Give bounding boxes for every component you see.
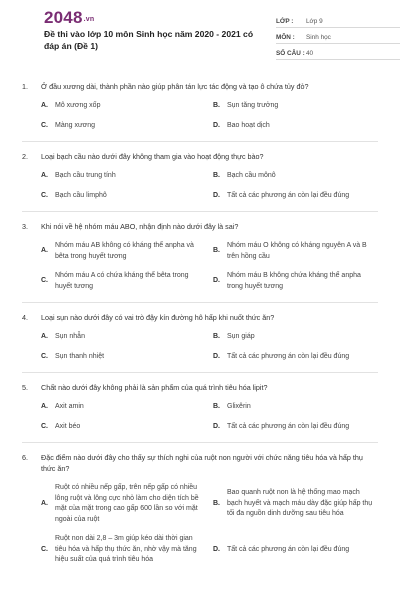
question-stem: Khi nói về hệ nhóm máu ABO, nhận định nào dưới đây là sai? [41,222,239,231]
question-stem: Loại sụn nào dưới đây có vai trò đậy kín đường hô hấp khi nuốt thức ăn? [41,313,275,322]
option-text: Ruột non dài 2,8 – 3m giúp kéo dài thời gian tiêu hóa và hấp thụ thức ăn, nhờ vậy mà tăng hiệu suất của quá trình tiêu hóa [55,535,197,563]
answer-options [41,402,378,432]
option-text: Màng xương [55,121,96,129]
question-text [22,81,378,92]
answer-option-d[interactable] [213,422,385,433]
option-letter: C. [41,191,48,199]
question-3 [22,221,378,292]
meta-grade: LỚP : Lớp 9 [276,12,400,28]
option-letter: A. [41,172,48,179]
option-letter: C. [41,422,48,430]
option-text: Bao hoạt dịch [227,121,270,129]
option-text: Glixêrin [227,403,251,410]
answer-option-a[interactable] [41,241,213,262]
answer-option-a[interactable] [41,101,213,112]
question-number: 6. [22,453,28,462]
option-letter: D. [213,422,220,430]
question-number: 3. [22,222,28,231]
answer-option-b[interactable] [213,241,385,262]
option-letter: B. [213,333,220,340]
question-divider [22,442,378,443]
page-title: Đề thi vào lớp 10 môn Sinh học năm 2020 - 2021 có đáp án (Đề 1) [44,29,254,51]
option-text: Sụn giáp [227,333,255,340]
question-number: 2. [22,152,28,161]
question-number: 5. [22,383,28,392]
question-text [22,221,378,232]
question-divider [22,211,378,212]
option-text: Axit béo [55,422,81,430]
option-letter: D. [213,277,220,285]
question-number: 4. [22,313,28,322]
question-stem: Đặc điểm nào dưới đây cho thấy sự thích nghi của ruột non người với chức năng tiêu hóa và hấp thụ thức ăn? [41,453,363,473]
answer-option-d[interactable] [213,191,385,202]
option-letter: C. [41,545,48,553]
option-letter: A. [41,403,48,410]
option-text: Sụn tăng trưởng [227,102,279,109]
option-letter: B. [213,172,220,179]
meta-subject: MÔN : Sinh học [276,28,400,44]
answer-option-a[interactable] [41,402,213,413]
option-letter: C. [41,352,48,360]
option-letter: D. [213,545,220,553]
question-5 [22,382,378,432]
option-letter: D. [213,352,220,360]
question-text [22,382,378,393]
option-text: Bạch cầu mônô [227,172,276,179]
question-stem: Chất nào dưới đây không phải là sản phẩm của quá trình tiêu hóa lipit? [41,383,268,392]
question-number: 1. [22,82,28,91]
answer-options [41,171,378,201]
option-text: Tất cả các phương án còn lại đều đúng [227,545,350,553]
option-letter: C. [41,277,48,285]
answer-option-b[interactable] [213,332,385,343]
option-text: Nhóm máu A có chứa kháng thể bêta trong huyết tương [55,272,189,290]
question-stem: Loại bạch cầu nào dưới đây không tham gia vào hoạt động thực bào? [41,152,264,161]
option-text: Bao quanh ruột non là hệ thống mao mạch bạch huyết và mạch máu dày đặc giúp hấp thụ tối đa nguồn dinh dưỡng sau tiêu hóa [227,489,373,518]
option-text: Tất cả các phương án còn lại đều đúng [227,422,350,430]
option-letter: B. [213,499,220,507]
option-letter: B. [213,403,220,410]
option-text: Mô xương xốp [55,102,101,109]
answer-option-d[interactable] [213,352,385,363]
option-letter: A. [41,102,48,109]
option-text: Nhóm máu AB không có kháng thể anpha và bêta trong huyết tương [55,242,194,260]
answer-options [41,101,378,131]
answer-option-b[interactable] [213,402,385,413]
option-letter: D. [213,191,220,199]
question-divider [22,372,378,373]
option-text: Tất cả các phương án còn lại đều đúng [227,191,350,199]
meta-question-count: SỐ CÂU : 40 [276,44,400,60]
option-text: Bạch cầu limphô [55,191,107,199]
answer-options [41,483,378,566]
answer-option-c[interactable] [41,191,213,202]
option-text: Ruột có nhiều nếp gấp, trên nếp gấp có nhiều lông ruột và lông cực nhỏ làm cho diện tích bề mặt của mặt trong cao gấp 600 lần so với mặt ngoài của ruột [55,484,199,523]
answer-option-b[interactable] [213,171,385,182]
answer-option-b[interactable] [213,101,385,112]
question-divider [22,302,378,303]
option-text: Sụn thanh nhiệt [55,352,105,360]
option-text: Nhóm máu O không có kháng nguyên A và B trên hồng cầu [227,242,367,260]
option-letter: A. [41,247,48,255]
site-logo[interactable]: 2048.vn [44,8,95,27]
option-text: Nhóm máu B không chứa kháng thể anpha trong huyết tương [227,272,361,290]
page-header [22,0,378,64]
option-text: Axit amin [55,403,84,410]
option-letter: B. [213,247,220,255]
question-stem: Ở đầu xương dài, thành phần nào giúp phân tán lực tác động và tạo ô chứa tủy đỏ? [41,82,309,91]
answer-option-c[interactable] [41,422,213,433]
option-letter: D. [213,121,220,129]
question-divider [22,141,378,142]
question-text [22,151,378,162]
option-text: Sụn nhẫn [55,333,85,340]
answer-option-c[interactable] [41,121,213,132]
option-text: Bạch cầu trung tính [55,172,116,179]
answer-option-c[interactable] [41,534,213,566]
option-text: Tất cả các phương án còn lại đều đúng [227,352,350,360]
question-text [22,312,378,323]
answer-options [41,332,378,362]
answer-options [41,241,378,292]
question-4 [22,312,378,362]
answer-option-c[interactable] [41,352,213,363]
option-letter: A. [41,499,48,507]
answer-option-a[interactable] [41,483,213,525]
answer-option-d[interactable] [213,271,385,292]
option-letter: C. [41,121,48,129]
option-letter: B. [213,102,220,109]
question-2 [22,151,378,201]
answer-option-a[interactable] [41,332,213,343]
question-6 [22,452,378,566]
question-1 [22,81,378,131]
answer-option-d[interactable] [213,534,385,566]
question-text [22,452,378,474]
option-letter: A. [41,333,48,340]
exam-meta [276,12,400,60]
answer-option-d[interactable] [213,121,385,132]
question-list [22,81,378,566]
answer-option-a[interactable] [41,171,213,182]
answer-option-c[interactable] [41,271,213,292]
answer-option-b[interactable] [213,483,385,525]
